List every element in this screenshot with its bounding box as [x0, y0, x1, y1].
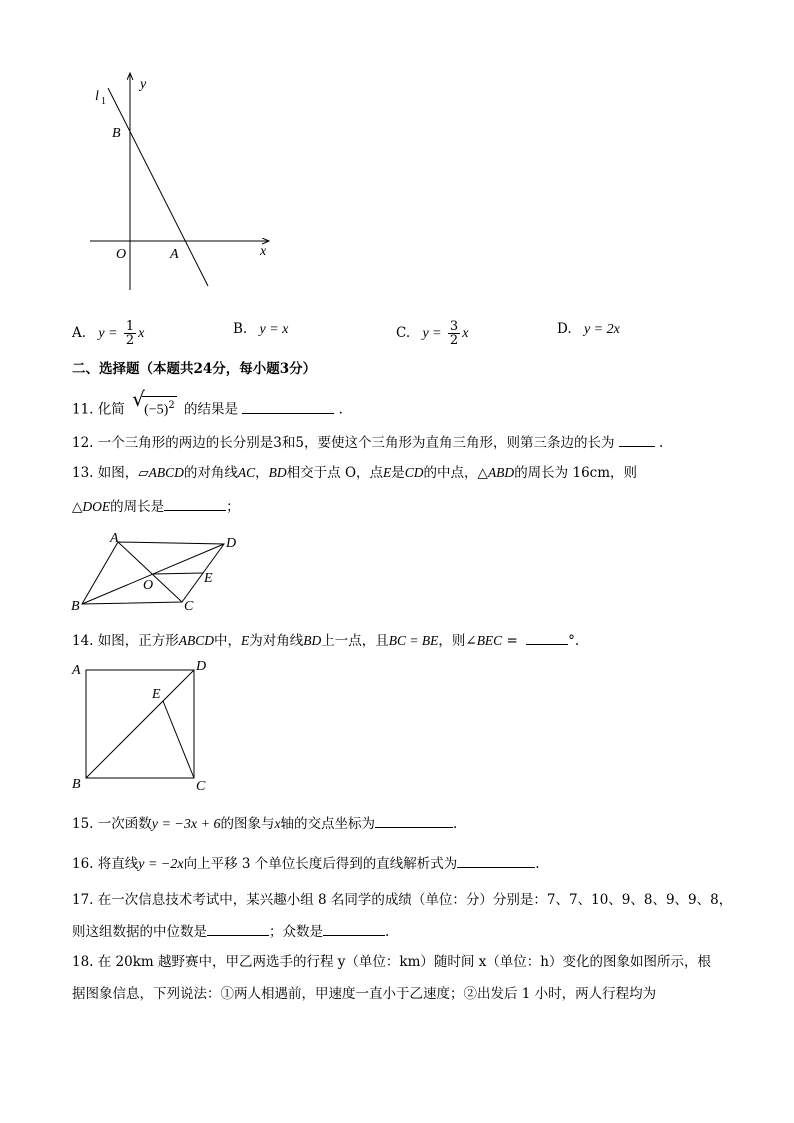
q11-number: 11.	[72, 401, 94, 418]
q17-median-blank[interactable]	[207, 921, 269, 936]
q14-abcd: ABCD	[178, 633, 215, 648]
q13-text-m: 的周长为 16cm，则	[514, 465, 638, 481]
q13-ac: AC	[237, 465, 256, 480]
option-a-letter: A.	[72, 325, 87, 341]
section-heading: 二、选择题（本题共24分，每小题3分）	[72, 361, 317, 377]
option-b-expr: y = x	[259, 322, 289, 337]
point-o-label: O	[116, 247, 127, 262]
q12-end: .	[659, 435, 664, 451]
q13-text-e: ，	[255, 465, 269, 481]
q12-answer-blank[interactable]	[619, 432, 655, 447]
question-17-line2	[72, 921, 389, 941]
q14-bec: BEC	[476, 633, 503, 648]
question-17-line1: 17. 在一次信息技术考试中，某兴趣小组 8 名同学的成绩（单位：分）分别是：7、7、10、9、8、9、9、8，	[72, 892, 733, 908]
option-c[interactable]	[396, 320, 468, 347]
q13-abcd: ABCD	[148, 465, 184, 480]
fig14-label-e: E	[152, 687, 161, 702]
q17-mode-blank[interactable]	[323, 921, 385, 936]
question-12	[72, 432, 663, 452]
option-a-num: 1	[125, 319, 135, 334]
question-13-line1	[72, 464, 637, 482]
fig14-label-c: C	[196, 779, 206, 794]
q17-mode-text: ；众数是	[269, 924, 323, 940]
point-b-label: B	[112, 126, 121, 141]
fig14-label-b: B	[72, 777, 81, 792]
option-c-letter: C.	[396, 325, 411, 341]
option-a-expr-post: x	[138, 326, 145, 341]
q14-answer-blank[interactable]	[526, 630, 568, 645]
q14-text-4: ，则∠	[438, 633, 477, 649]
q14-bd: BD	[303, 633, 322, 648]
q11-radical	[132, 387, 177, 420]
q16-end: .	[535, 856, 540, 872]
question-16	[72, 853, 540, 874]
q14-e: E	[241, 633, 250, 648]
fig13-label-d: D	[226, 536, 237, 551]
option-a[interactable]	[72, 320, 144, 347]
q14-text-1: 中，	[214, 633, 242, 649]
question-13-line2	[72, 496, 240, 516]
sqrt-icon: √	[132, 387, 145, 411]
option-d-expr: y = 2x	[583, 322, 620, 337]
q13-abd: ABD	[487, 465, 515, 480]
q16-suffix: 向上平移 3 个单位长度后得到的直线解析式为	[183, 856, 458, 872]
fig14-label-d: D	[196, 659, 207, 674]
q13-e: E	[383, 465, 392, 480]
q12-text: 12. 一个三角形的两边的长分别是3和5，要使这个三角形为直角三角形，则第三条边的长为	[72, 435, 615, 451]
point-a-label: A	[170, 247, 179, 262]
option-a-expr-pre: y =	[98, 326, 118, 341]
fig13-label-b: B	[71, 599, 80, 614]
option-b[interactable]	[233, 320, 288, 339]
q11-suffix: 的结果是	[183, 401, 238, 418]
option-c-expr-pre: y =	[422, 326, 442, 341]
q13-text-c2: 的周长是	[110, 499, 165, 515]
q11-prefix: 化简	[97, 401, 125, 418]
question-18-line1: 18. 在 20km 越野赛中，甲乙两选手的行程 y（单位：km）随时间 x（单位：h）变化的图象如图所示，根	[72, 954, 712, 970]
line-graph-figure	[80, 70, 280, 295]
q13-bd: BD	[268, 465, 287, 480]
fig13-label-a: A	[110, 531, 119, 546]
fig13-label-o: O	[143, 578, 154, 593]
q11-end: .	[338, 401, 343, 418]
parallelogram-figure	[66, 530, 256, 615]
fig13-label-e: E	[204, 571, 213, 586]
q15-expression: y = −3x + 6	[151, 817, 221, 832]
q15-end: .	[453, 816, 458, 832]
q11-answer-blank[interactable]	[242, 399, 334, 414]
q13-text-k: 的中点，△	[423, 465, 488, 481]
option-d[interactable]	[557, 320, 620, 339]
q13-text-g: 相交于点 O，点	[286, 465, 384, 481]
question-18-line2: 据图象信息，下列说法：①两人相遇前，甲速度一直小于乙速度；②出发后 1 小时，两人行程均为	[72, 986, 657, 1002]
q14-text-3: 上一点，且	[321, 633, 389, 649]
q15-text-mid: 的图象与	[220, 816, 275, 832]
option-c-expr-post: x	[462, 326, 469, 341]
option-b-letter: B.	[233, 321, 248, 337]
q14-prefix: 14. 如图，正方形	[72, 633, 179, 649]
q17-median-text: 则这组数据的中位数是	[72, 924, 207, 940]
option-a-den: 2	[125, 333, 135, 348]
q14-equation: BC = BE	[388, 633, 439, 648]
q15-suffix: 轴的交点坐标为	[280, 816, 376, 832]
q15-prefix: 15. 一次函数	[72, 816, 152, 832]
q11-exponent: 2	[168, 400, 175, 411]
fig14-label-a: A	[72, 663, 81, 678]
option-c-fraction	[448, 320, 460, 347]
q13-text-c: 的对角线	[183, 465, 238, 481]
q13-answer-blank[interactable]	[164, 496, 226, 511]
q13-prefix: 13. 如图，	[72, 465, 139, 481]
q13-cd: CD	[404, 465, 424, 480]
line-label-sub: 1	[101, 96, 106, 107]
question-11	[72, 387, 343, 420]
q16-prefix: 16. 将直线	[72, 856, 139, 872]
x-axis-label: x	[260, 244, 267, 259]
question-14	[72, 630, 579, 650]
q14-end: °.	[568, 633, 580, 649]
option-d-letter: D.	[557, 321, 572, 337]
question-15	[72, 813, 457, 834]
q13-doe: DOE	[82, 499, 111, 514]
square-figure	[66, 656, 226, 796]
q14-text-2: 为对角线	[249, 633, 304, 649]
y-axis-label: y	[140, 77, 147, 92]
q13-end: ；	[226, 499, 240, 515]
q15-x: x	[274, 816, 281, 831]
q11-radicand: (−5)	[144, 402, 169, 418]
q13-triangle-symbol: △	[72, 499, 83, 515]
fig13-label-c: C	[184, 599, 194, 614]
q14-equals: =	[502, 633, 523, 649]
q16-answer-blank[interactable]	[457, 853, 535, 868]
q15-answer-blank[interactable]	[375, 813, 453, 828]
option-a-fraction	[124, 320, 136, 347]
line-label-l: l	[95, 89, 99, 104]
q13-text-i: 是	[391, 465, 405, 481]
parallelogram-icon: ▱	[138, 465, 149, 481]
q16-expression: y = −2x	[138, 857, 184, 872]
option-c-num: 3	[449, 319, 459, 334]
option-c-den: 2	[449, 333, 459, 348]
q17-end: .	[385, 924, 390, 940]
